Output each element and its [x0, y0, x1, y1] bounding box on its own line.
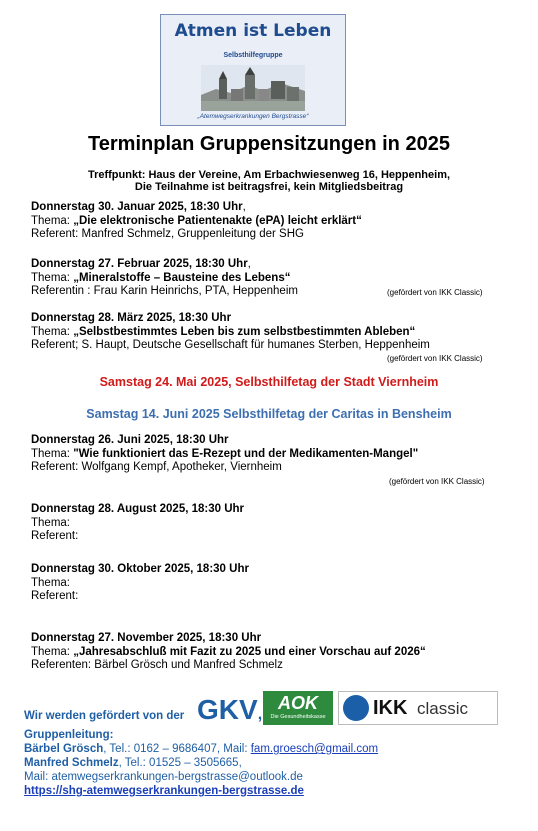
- referent: Referenten: Bärbel Grösch und Manfred Schmelz: [31, 659, 283, 671]
- thema-label: Thema:: [31, 214, 74, 227]
- thema-label: Thema:: [31, 516, 70, 529]
- ikk-classic-logo: [338, 691, 498, 725]
- event-viernheim: Samstag 24. Mai 2025, Selbsthilfetag der Stadt Viernheim: [99, 375, 439, 389]
- person1-tel: , Tel.: 0162 – 9686407, Mail:: [103, 743, 251, 755]
- gkv-text: GKV: [197, 694, 258, 725]
- aok-subtitle: Die Gesundheitskasse: [270, 714, 326, 720]
- contact-block: [24, 728, 378, 798]
- appointment-date: Donnerstag 28. August 2025, 18:30 Uhr: [31, 503, 245, 515]
- appointment-jan: [31, 201, 511, 242]
- appointment-date: Donnerstag 27. Februar 2025, 18:30 Uhr: [31, 258, 248, 270]
- person1-name: Bärbel Grösch: [24, 743, 104, 755]
- thema-label: Thema:: [31, 271, 74, 284]
- thema-value: „Jahresabschluß mit Fazit zu 2025 und einer Vorschau auf 2026“: [73, 645, 426, 658]
- appointment-date: Donnerstag 28. März 2025, 18:30 Uhr: [31, 312, 232, 324]
- referent: Referentin : Frau Karin Heinrichs, PTA, Heppenheim: [31, 285, 298, 297]
- thema-label: Thema:: [31, 447, 74, 460]
- thema-label: Thema:: [31, 576, 70, 589]
- sponsor-note: (gefördert von IKK Classic): [387, 354, 483, 363]
- ikk-classic-text: classic: [417, 699, 469, 718]
- sponsor-note: (gefördert von IKK Classic): [389, 477, 485, 486]
- referent: Referent: Manfred Schmelz, Gruppenleitung der SHG: [31, 228, 304, 240]
- person2-tel: , Tel.: 01525 – 3505665,: [118, 757, 242, 769]
- group-mail: Mail: atemwegserkrankungen-bergstrasse@outlook.de: [24, 771, 303, 783]
- referent: Referent: Wolfgang Kempf, Apotheker, Viernheim: [31, 461, 282, 473]
- thema-value: „Mineralstoffe – Bausteine des Lebens“: [73, 271, 291, 284]
- appointment-mar: [31, 312, 511, 353]
- thema-label: Thema:: [31, 325, 74, 338]
- thema-label: Thema:: [31, 645, 74, 658]
- ikk-circle-icon: [343, 695, 369, 721]
- meeting-fee-note: Die Teilnahme ist beitragsfrei, kein Mitgliedsbeitrag: [134, 181, 404, 193]
- event-bensheim: Samstag 14. Juni 2025 Selbsthilfetag der Caritas in Bensheim: [86, 407, 452, 421]
- logo-tagline: „Atemwegserkrankungen Bergstrasse“: [197, 113, 309, 120]
- appointment-oct: [31, 563, 511, 604]
- meeting-info: [0, 169, 538, 193]
- appointment-nov: [31, 632, 511, 673]
- appointment-date: Donnerstag 30. Januar 2025, 18:30 Uhr: [31, 201, 243, 213]
- page-title: Terminplan Gruppensitzungen in 2025: [88, 133, 450, 155]
- website-link[interactable]: https://shg-atemwegserkrankungen-bergstrasse.de: [24, 785, 304, 797]
- date-comma: ,: [242, 201, 246, 213]
- appointment-aug: [31, 503, 511, 544]
- leitung-label: Gruppenleitung:: [24, 729, 114, 741]
- logo-subtitle: Selbsthilfegruppe: [223, 52, 283, 59]
- thema-value: „Selbstbestimmtes Leben bis zum selbstbestimmten Ableben“: [73, 325, 416, 338]
- person2-name: Manfred Schmelz: [24, 757, 119, 769]
- logo-title: Atmen ist Leben: [174, 21, 332, 41]
- aok-text: AOK: [278, 693, 318, 713]
- logo: [160, 14, 346, 126]
- funded-by-text: Wir werden gefördert von der: [24, 710, 185, 722]
- meeting-location: Treffpunkt: Haus der Vereine, Am Erbachwiesenweg 16, Heppenheim,: [87, 169, 451, 181]
- appointment-date: Donnerstag 26. Juni 2025, 18:30 Uhr: [31, 434, 229, 446]
- thema-value: „Die elektronische Patientenakte (ePA) leicht erklärt“: [73, 214, 362, 227]
- appointment-jun: [31, 434, 511, 475]
- gkv-comma: ,: [257, 706, 263, 723]
- aok-logo: [263, 691, 333, 725]
- ikk-text: IKK: [373, 697, 408, 719]
- gkv-logo: [197, 694, 262, 726]
- town-illustration: [201, 65, 305, 111]
- date-comma: ,: [247, 258, 251, 270]
- referent: Referent:: [31, 530, 79, 542]
- funding-line: [24, 709, 184, 723]
- appointment-date: Donnerstag 30. Oktober 2025, 18:30 Uhr: [31, 563, 249, 575]
- sponsor-note: (gefördert von IKK Classic): [387, 288, 483, 297]
- person1-email-link[interactable]: fam.groesch@gmail.com: [250, 743, 379, 755]
- referent: Referent; S. Haupt, Deutsche Gesellschaft für humanes Sterben, Heppenheim: [31, 339, 430, 351]
- thema-value: "Wie funktioniert das E-Rezept und der Medikamenten-Mangel": [73, 447, 419, 460]
- appointment-date: Donnerstag 27. November 2025, 18:30 Uhr: [31, 632, 262, 644]
- referent: Referent:: [31, 590, 79, 602]
